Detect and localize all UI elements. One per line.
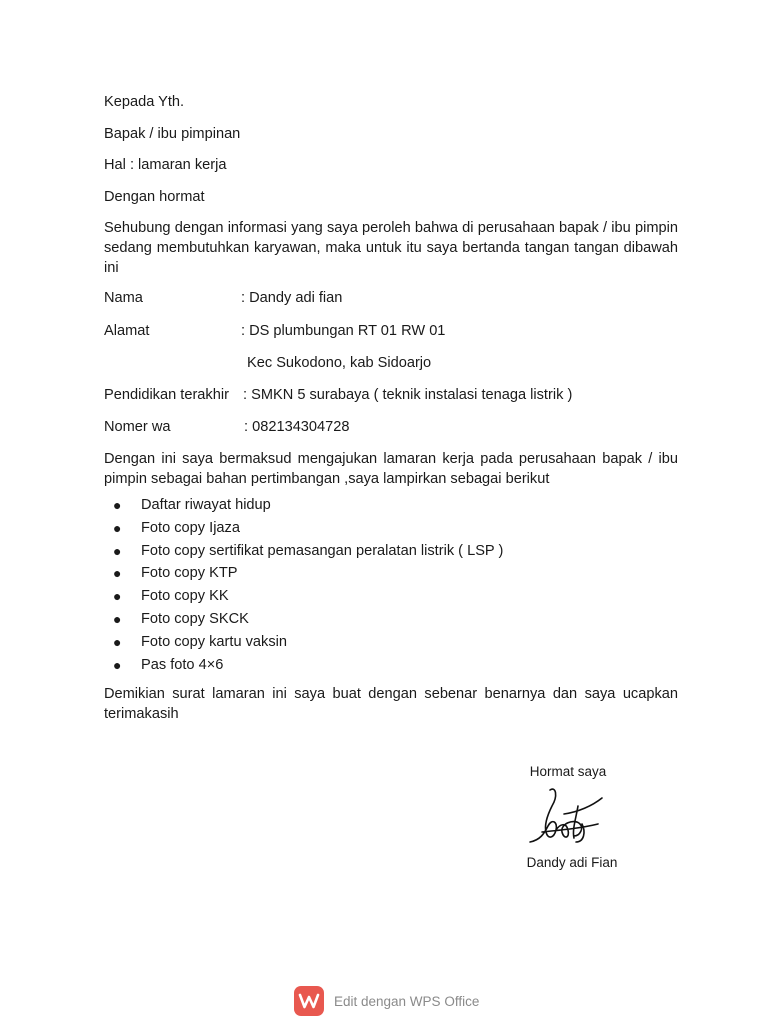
recipient-line: Kepada Yth. [104, 94, 185, 110]
name-value: : Dandy adi fian [241, 290, 343, 306]
intro-paragraph: Sehubung dengan informasi yang saya peroleh bahwa di perusahaan bapak / ibu pimpin sedang membutuhkan karyawan, maka untuk itu saya bertanda tangan tangan dibawah ini [104, 220, 678, 276]
bullet-icon: ● [113, 497, 122, 513]
signature-image [522, 784, 608, 848]
closing-paragraph: Demikian surat lamaran ini saya buat dengan sebenar benarnya dan saya ucapkan terimakasih [104, 686, 678, 722]
bullet-icon: ● [113, 633, 122, 650]
subject-line: Hal : lamaran kerja [104, 157, 227, 173]
body-paragraph: Dengan ini saya bermaksud mengajukan lamaran kerja pada perusahaan bapak / ibu pimpin sebagai bahan pertimbangan ,saya lampirkan sebagai berikut [104, 451, 678, 487]
wps-office-logo-icon[interactable] [294, 986, 324, 1016]
address-value-line-2: Kec Sukodono, kab Sidoarjo [247, 355, 432, 371]
wps-footer[interactable] [294, 984, 479, 1018]
education-label: Pendidikan terakhir [104, 387, 229, 403]
bullet-icon: ● [113, 588, 122, 605]
letter-page: Kepada Yth. Bapak / ibu pimpinan Hal : lamaran kerja Dengan hormat Sehubung dengan informasi yang saya peroleh bahwa di perusahaan bapak / ibu pimpin sedang membutuhkan karyawan, maka untuk itu saya bertanda tangan tangan dibawah ini Nama : Dandy adi fian Alamat : DS plumbungan RT 01 RW 01 Kec Sukodono, kab Sidoarjo Pendidikan terakhir : SMKN 5 surabaya ( teknik instalasi tenaga listrik ) Nomer wa : 082134304728 Dengan ini saya bermaksud mengajukan lamaran kerja pada perusahaan bapak / ibu pimpin sebagai bahan pertimbangan ,saya lampirkan sebagai berikut ● Daftar riwayat hidup ● Foto copy Ijaza ● Foto copy sertifikat pemasangan peralatan listrik ( LSP ) ● Foto copy KTP ● Foto copy KK ● Foto copy SKCK ● Foto copy kartu vaksin ● Pas foto 4×6 Demikian surat lamaran ini saya buat dengan sebenar benarnya dan saya ucapkan terimakasih Hormat saya Dandy adi Fian [104, 94, 678, 870]
addressee-line: Bapak / ibu pimpinan [104, 126, 241, 142]
footer-edit-link[interactable]: Edit dengan WPS Office [334, 993, 480, 1009]
signer-name: Dandy adi Fian [526, 855, 618, 870]
closing-salutation: Hormat saya [529, 764, 607, 779]
bullet-icon: ● [113, 519, 122, 536]
bullet-icon: ● [113, 610, 122, 627]
phone-label: Nomer wa [104, 419, 171, 435]
bullet-icon: ● [113, 565, 122, 582]
phone-value: : 082134304728 [244, 419, 350, 435]
education-value: : SMKN 5 surabaya ( teknik instalasi tenaga listrik ) [243, 387, 573, 403]
greeting-line: Dengan hormat [104, 189, 205, 205]
bullet-icon: ● [113, 656, 122, 673]
name-label: Nama [104, 290, 143, 306]
address-label: Alamat [104, 323, 150, 339]
bullet-icon: ● [113, 542, 122, 559]
address-value: : DS plumbungan RT 01 RW 01 [241, 323, 446, 339]
